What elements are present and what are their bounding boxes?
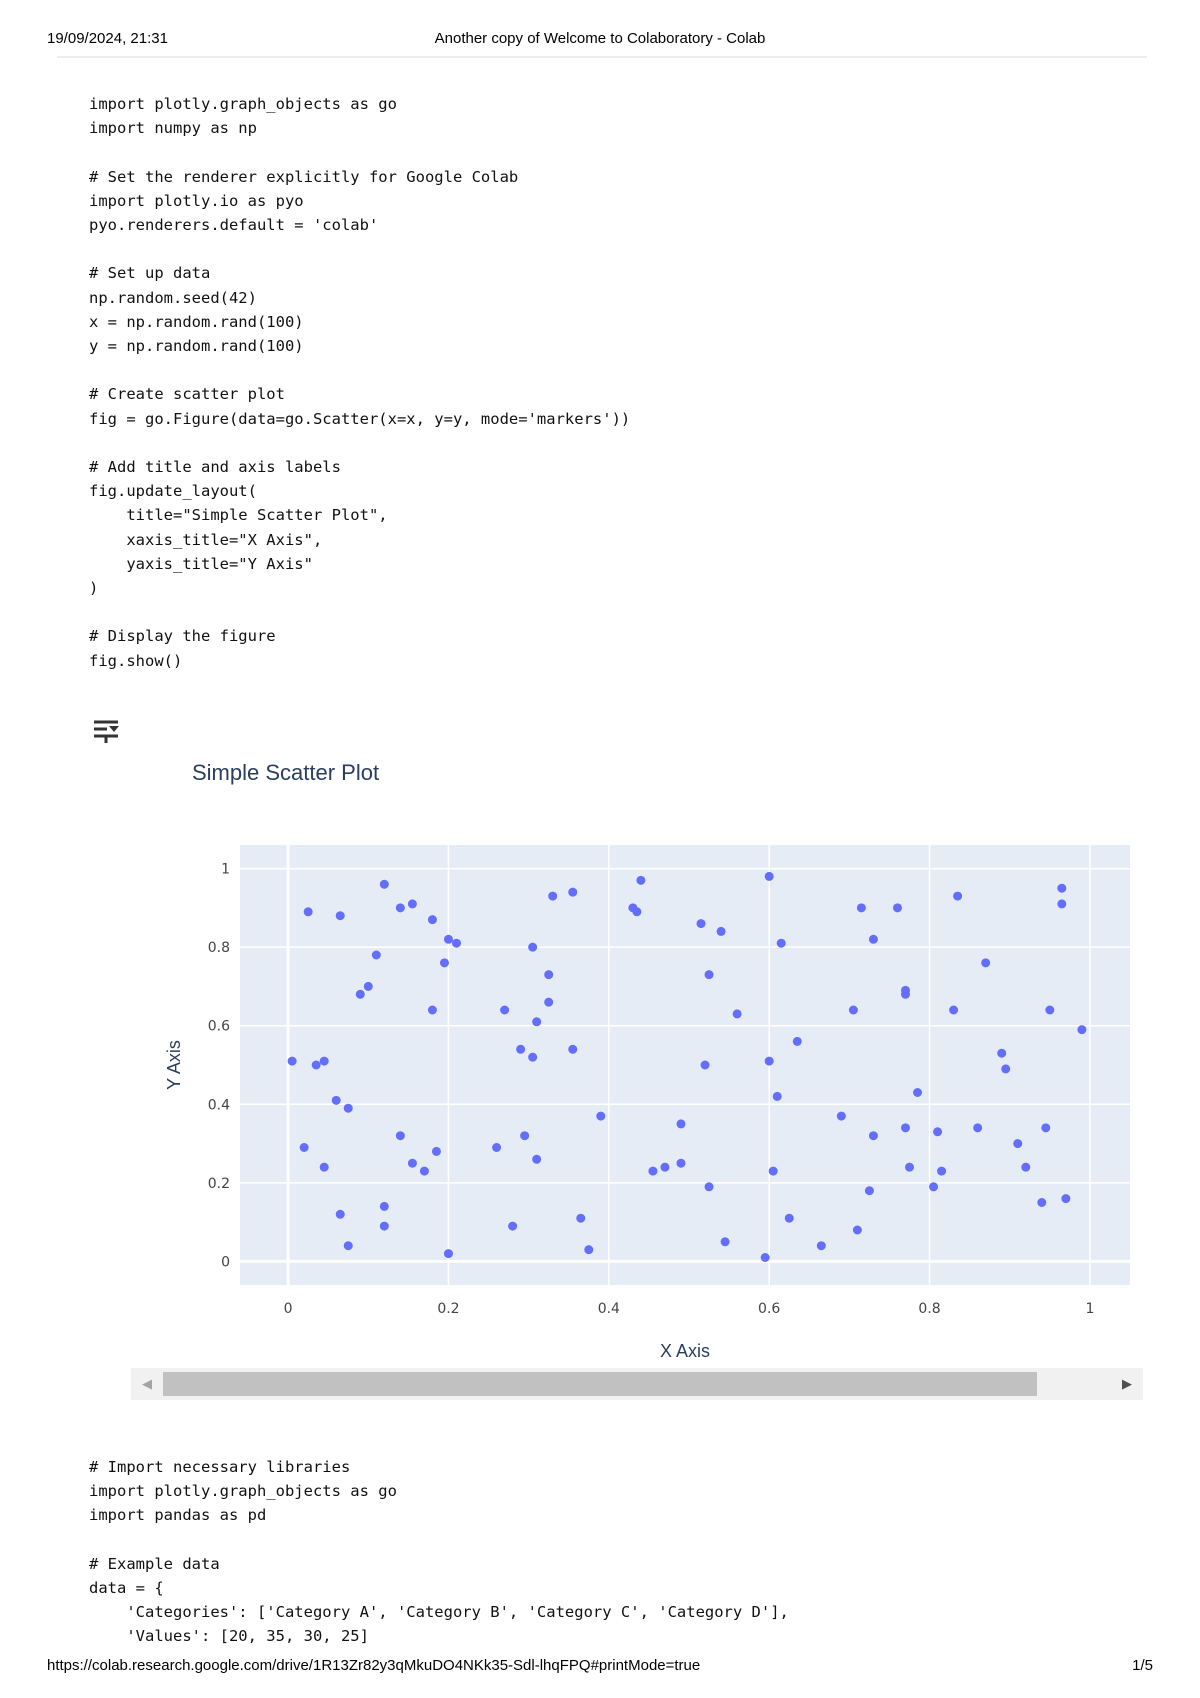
scatter-point[interactable] bbox=[953, 892, 962, 901]
print-url: https://colab.research.google.com/drive/1R13Zr82y3qMkuDO4NKk35-Sdl-lhqFPQ#printMode=true bbox=[47, 1657, 701, 1674]
scatter-point[interactable] bbox=[568, 888, 577, 897]
scatter-point[interactable] bbox=[408, 899, 417, 908]
x-tick-label: 0.8 bbox=[918, 1301, 941, 1317]
scatter-point[interactable] bbox=[717, 927, 726, 936]
scatter-point[interactable] bbox=[408, 1159, 417, 1168]
print-page-title: Another copy of Welcome to Colaboratory - Colab bbox=[434, 30, 766, 47]
scatter-point[interactable] bbox=[544, 970, 553, 979]
x-tick-label: 0.2 bbox=[437, 1301, 460, 1317]
x-tick-labels bbox=[284, 1301, 1095, 1317]
scatter-point[interactable] bbox=[761, 1253, 770, 1262]
scatter-point[interactable] bbox=[364, 982, 373, 991]
scatter-point[interactable] bbox=[344, 1241, 353, 1250]
scatter-point[interactable] bbox=[893, 903, 902, 912]
scatter-point[interactable] bbox=[320, 1057, 329, 1066]
scatter-point[interactable] bbox=[949, 1006, 958, 1015]
scatter-point[interactable] bbox=[721, 1237, 730, 1246]
scatter-point[interactable] bbox=[380, 1202, 389, 1211]
scatter-point[interactable] bbox=[288, 1057, 297, 1066]
scatter-point[interactable] bbox=[865, 1186, 874, 1195]
scatter-point[interactable] bbox=[528, 1053, 537, 1062]
x-axis-title: X Axis bbox=[659, 1341, 711, 1361]
scatter-point[interactable] bbox=[1057, 899, 1066, 908]
print-datetime: 19/09/2024, 21:31 bbox=[47, 30, 168, 47]
scatter-point[interactable] bbox=[516, 1045, 525, 1054]
scatter-point[interactable] bbox=[520, 1131, 529, 1140]
scatter-point[interactable] bbox=[544, 998, 553, 1007]
plot-area bbox=[240, 845, 1130, 1285]
y-tick-labels bbox=[208, 862, 230, 1271]
scatter-point[interactable] bbox=[765, 872, 774, 881]
scatter-point[interactable] bbox=[769, 1167, 778, 1176]
scatter-point[interactable] bbox=[420, 1167, 429, 1176]
y-tick-label: 0.6 bbox=[207, 1018, 230, 1035]
scatter-point[interactable] bbox=[660, 1163, 669, 1172]
scatter-point[interactable] bbox=[733, 1009, 742, 1018]
scatter-point[interactable] bbox=[492, 1143, 501, 1152]
scatter-point[interactable] bbox=[901, 1123, 910, 1132]
scatter-point[interactable] bbox=[773, 1092, 782, 1101]
scatter-point[interactable] bbox=[869, 1131, 878, 1140]
scatter-point[interactable] bbox=[981, 958, 990, 967]
scatter-point[interactable] bbox=[336, 1210, 345, 1219]
scatter-point[interactable] bbox=[1013, 1139, 1022, 1148]
scatter-point[interactable] bbox=[584, 1245, 593, 1254]
scatter-point[interactable] bbox=[300, 1143, 309, 1152]
scatter-point[interactable] bbox=[312, 1061, 321, 1070]
scatter-point[interactable] bbox=[697, 919, 706, 928]
scatter-point[interactable] bbox=[857, 903, 866, 912]
scroll-right-icon[interactable]: ▶ bbox=[1122, 1376, 1132, 1391]
scatter-point[interactable] bbox=[500, 1006, 509, 1015]
scatter-point[interactable] bbox=[648, 1167, 657, 1176]
scatter-point[interactable] bbox=[380, 880, 389, 889]
x-tick-label: 0 bbox=[283, 1301, 293, 1317]
scatter-point[interactable] bbox=[508, 1222, 517, 1231]
scatter-point[interactable] bbox=[432, 1147, 441, 1156]
scatter-point[interactable] bbox=[1057, 884, 1066, 893]
scatter-point[interactable] bbox=[380, 1222, 389, 1231]
scatter-point[interactable] bbox=[632, 907, 641, 916]
scatter-point[interactable] bbox=[837, 1112, 846, 1121]
y-tick-label: 0.8 bbox=[207, 940, 230, 957]
scatter-point[interactable] bbox=[532, 1155, 541, 1164]
scatter-point[interactable] bbox=[1001, 1064, 1010, 1073]
scatter-point[interactable] bbox=[428, 915, 437, 924]
output-toggle-icon[interactable] bbox=[92, 716, 122, 746]
scatter-point[interactable] bbox=[548, 892, 557, 901]
y-tick-label: 1 bbox=[221, 861, 230, 878]
scatter-point[interactable] bbox=[997, 1049, 1006, 1058]
scatter-point[interactable] bbox=[785, 1214, 794, 1223]
scatter-point[interactable] bbox=[568, 1045, 577, 1054]
scatter-point[interactable] bbox=[933, 1127, 942, 1136]
scatter-point[interactable] bbox=[929, 1182, 938, 1191]
scatter-point[interactable] bbox=[973, 1123, 982, 1132]
scatter-point[interactable] bbox=[793, 1037, 802, 1046]
scatter-point[interactable] bbox=[356, 990, 365, 999]
code-cell-scatter[interactable]: import plotly.graph_objects as go import numpy as np # Set the renderer explicitly for Google Colab import plotly.io as pyo pyo.renderers.default = 'colab' # Set up data np.random.seed(42) x = np.random.rand(100) y = np.random.rand(100) # Create scatter plot fig = go.Figure(data=go.Scatter(x=x, y=y, mode='markers')) # Add title and axis labels fig.update_layout( title="Simple Scatter Plot", xaxis_title="X Axis", yaxis_title="Y Axis" ) # Display the figure fig.show() bbox=[89, 95, 631, 670]
code-cell-bar[interactable]: # Import necessary libraries import plotly.graph_objects as go import pandas as pd # Example data data = { 'Categories': ['Category A', 'Category B', 'Category C', 'Category D'], 'Values': [20, 35, 30, 25] bbox=[89, 1458, 789, 1646]
y-axis-title: Y Axis bbox=[164, 1040, 184, 1090]
x-tick-label: 0.6 bbox=[758, 1301, 781, 1317]
scatter-point[interactable] bbox=[344, 1104, 353, 1113]
chart-title: Simple Scatter Plot bbox=[192, 760, 380, 785]
scatter-point[interactable] bbox=[705, 970, 714, 979]
y-tick-label: 0.2 bbox=[207, 1175, 230, 1192]
horizontal-scrollbar[interactable] bbox=[131, 1368, 1143, 1400]
scatter-point[interactable] bbox=[901, 990, 910, 999]
scatter-point[interactable] bbox=[1045, 1006, 1054, 1015]
scatter-point[interactable] bbox=[937, 1167, 946, 1176]
header-divider bbox=[57, 56, 1147, 58]
scatter-point[interactable] bbox=[452, 939, 461, 948]
scatter-point[interactable] bbox=[396, 1131, 405, 1140]
scatter-point[interactable] bbox=[1061, 1194, 1070, 1203]
scatter-point[interactable] bbox=[765, 1057, 774, 1066]
scatter-point[interactable] bbox=[372, 951, 381, 960]
scroll-left-icon[interactable]: ◀ bbox=[142, 1376, 152, 1391]
scatter-point[interactable] bbox=[444, 935, 453, 944]
scatter-point[interactable] bbox=[853, 1226, 862, 1235]
scatter-point[interactable] bbox=[332, 1096, 341, 1105]
scatter-point[interactable] bbox=[1041, 1123, 1050, 1132]
scatter-chart[interactable] bbox=[150, 835, 1160, 1361]
scatter-point[interactable] bbox=[320, 1163, 329, 1172]
scatter-point[interactable] bbox=[440, 958, 449, 967]
scatter-point[interactable] bbox=[1077, 1025, 1086, 1034]
scatter-point[interactable] bbox=[596, 1112, 605, 1121]
scatter-point[interactable] bbox=[913, 1088, 922, 1097]
scatter-point[interactable] bbox=[444, 1249, 453, 1258]
scatter-point[interactable] bbox=[304, 907, 313, 916]
scatter-point[interactable] bbox=[705, 1182, 714, 1191]
scatter-point[interactable] bbox=[701, 1061, 710, 1070]
scatter-point[interactable] bbox=[905, 1163, 914, 1172]
scatter-point[interactable] bbox=[869, 935, 878, 944]
x-tick-label: 0.4 bbox=[597, 1301, 620, 1317]
scrollbar-thumb[interactable] bbox=[163, 1372, 1037, 1396]
y-tick-label: 0.4 bbox=[207, 1097, 230, 1114]
scatter-point[interactable] bbox=[636, 876, 645, 885]
scatter-point[interactable] bbox=[676, 1119, 685, 1128]
scatter-point[interactable] bbox=[576, 1214, 585, 1223]
page-number: 1/5 bbox=[1132, 1657, 1153, 1674]
scatter-point[interactable] bbox=[676, 1159, 685, 1168]
scatter-point[interactable] bbox=[428, 1006, 437, 1015]
scatter-point[interactable] bbox=[817, 1241, 826, 1250]
scatter-point[interactable] bbox=[1021, 1163, 1030, 1172]
scatter-point[interactable] bbox=[1037, 1198, 1046, 1207]
scatter-point[interactable] bbox=[528, 943, 537, 952]
scatter-point[interactable] bbox=[532, 1017, 541, 1026]
scatter-point[interactable] bbox=[849, 1006, 858, 1015]
scatter-point[interactable] bbox=[777, 939, 786, 948]
y-tick-label: 0 bbox=[221, 1254, 230, 1271]
x-tick-label: 1 bbox=[1085, 1301, 1095, 1317]
scatter-point[interactable] bbox=[396, 903, 405, 912]
scatter-point[interactable] bbox=[336, 911, 345, 920]
